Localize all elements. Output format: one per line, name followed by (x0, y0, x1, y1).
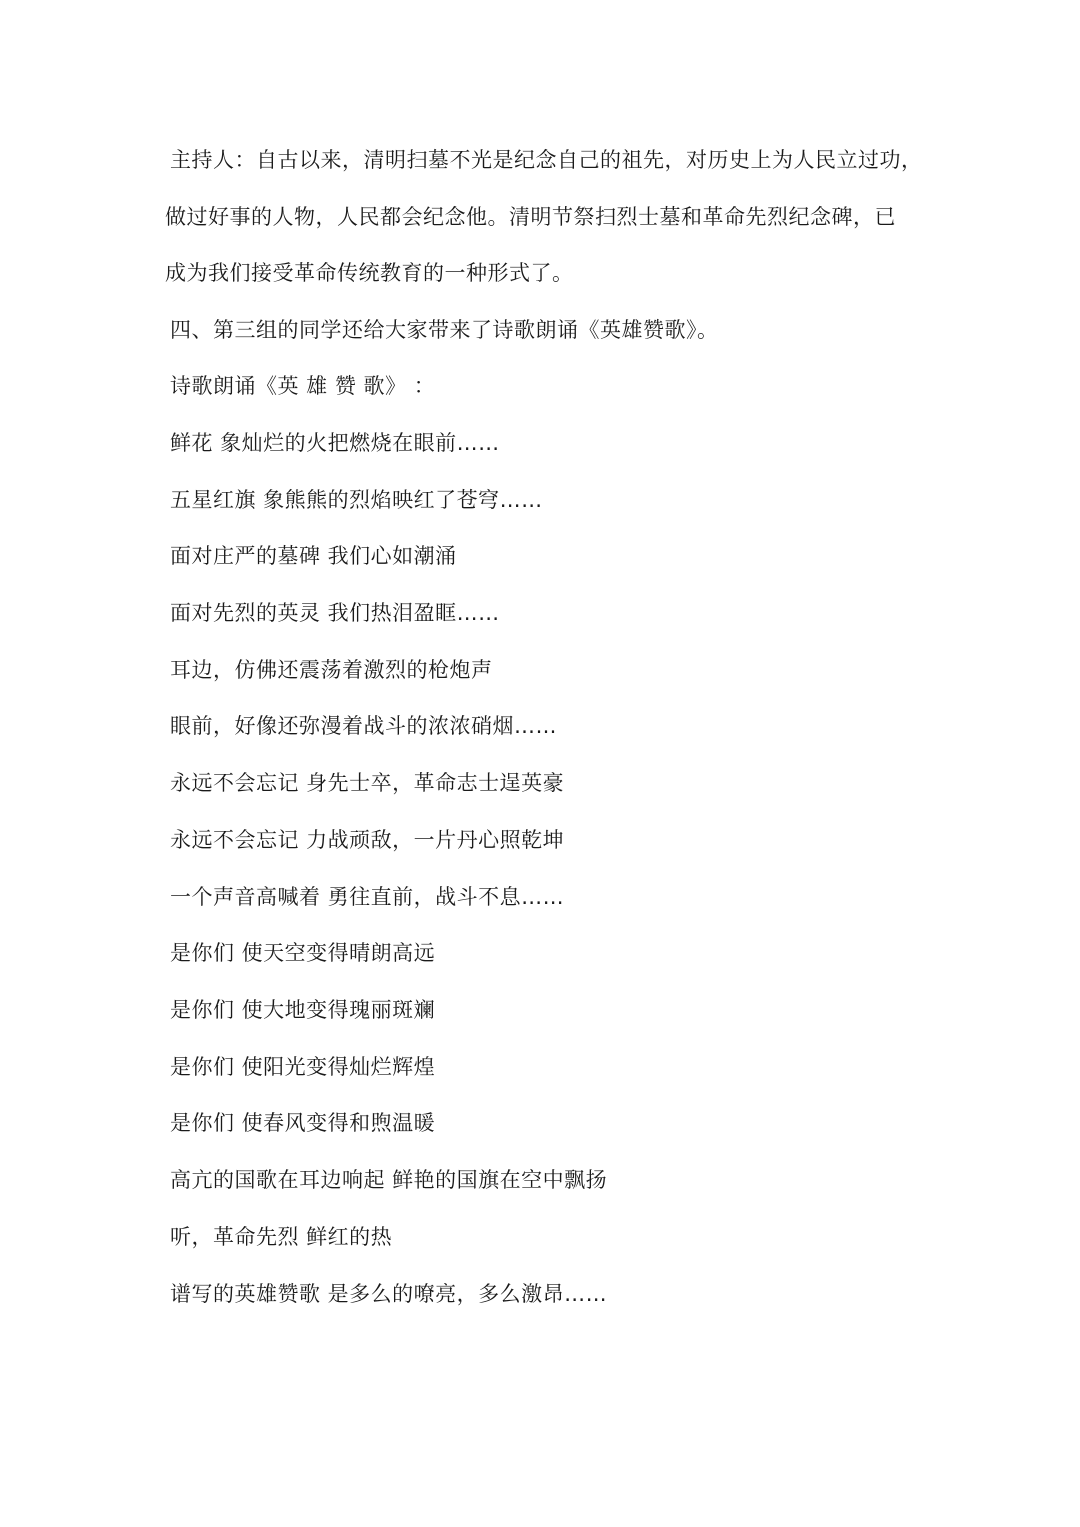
poem-line: 听，革命先烈 鲜红的热 (170, 1225, 393, 1249)
intro-line-2: 做过好事的人物，人民都会纪念他。清明节祭扫烈士墓和革命先烈纪念碑，已 (165, 205, 896, 229)
poem-line: 五星红旗 象熊熊的烈焰映红了苍穹…… (170, 488, 543, 512)
intro-line-3: 成为我们接受革命传统教育的一种形式了。 (165, 261, 574, 285)
poem-line: 永远不会忘记 力战顽敌，一片丹心照乾坤 (170, 828, 565, 852)
section-heading: 四、第三组的同学还给大家带来了诗歌朗诵《英雄赞歌》。 (170, 318, 719, 342)
poem-title: 诗歌朗诵《英 雄 赞 歌》 ： (170, 374, 436, 398)
poem-line: 是你们 使天空变得晴朗高远 (170, 941, 436, 965)
poem-line: 谱写的英雄赞歌 是多么的嘹亮，多么激昂…… (170, 1282, 608, 1306)
poem-line: 高亢的国歌在耳边响起 鲜艳的国旗在空中飘扬 (170, 1168, 608, 1192)
poem-line: 面对先烈的英灵 我们热泪盈眶…… (170, 601, 500, 625)
poem-line: 面对庄严的墓碑 我们心如潮涌 (170, 544, 457, 568)
poem-line: 是你们 使大地变得瑰丽斑斓 (170, 998, 436, 1022)
poem-line: 一个声音高喊着 勇往直前，战斗不息…… (170, 885, 565, 909)
poem-line: 眼前，好像还弥漫着战斗的浓浓硝烟…… (170, 714, 557, 738)
poem-line: 是你们 使阳光变得灿烂辉煌 (170, 1055, 436, 1079)
poem-line: 鲜花 象灿烂的火把燃烧在眼前…… (170, 431, 500, 455)
poem-line: 永远不会忘记 身先士卒，革命志士逞英豪 (170, 771, 565, 795)
poem-line: 是你们 使春风变得和煦温暖 (170, 1111, 436, 1135)
poem-line: 耳边，仿佛还震荡着激烈的枪炮声 (170, 658, 493, 682)
intro-line-1: 主持人：自古以来，清明扫墓不光是纪念自己的祖先，对历史上为人民立过功， (170, 148, 923, 172)
